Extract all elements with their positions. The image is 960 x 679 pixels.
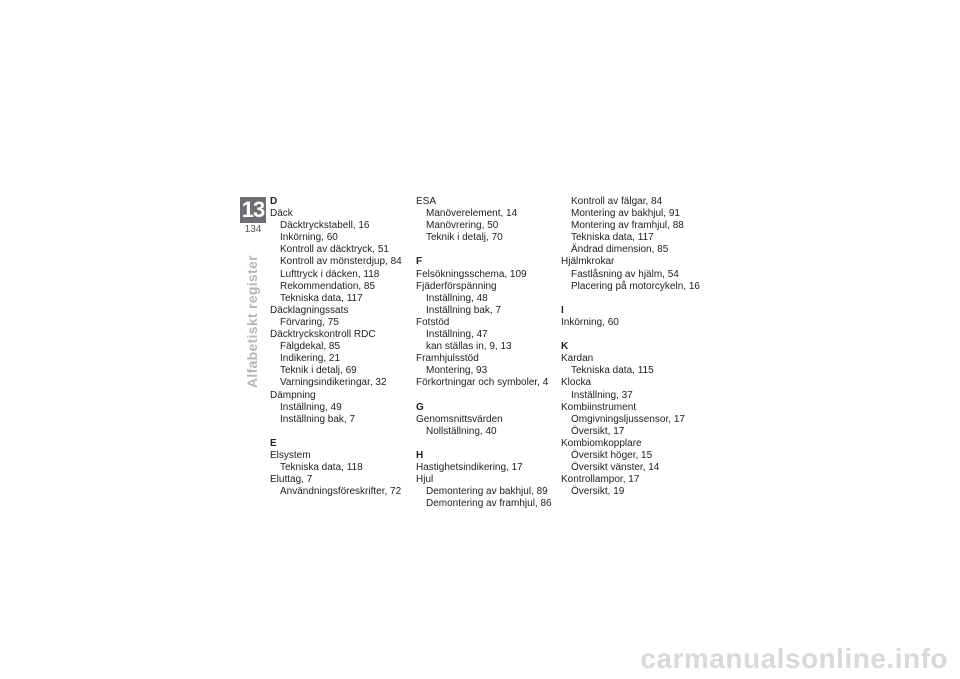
spacer	[561, 329, 701, 341]
index-entry: Eluttag, 7	[270, 474, 313, 486]
index-subentry: Tekniska data, 117	[571, 232, 654, 244]
index-entry: Genomsnittsvärden	[416, 413, 503, 425]
index-entry: Felsökningsschema, 109	[416, 268, 527, 280]
index-subentry: Inställning, 37	[571, 389, 633, 401]
index-entry: Kombiinstrument	[561, 401, 637, 413]
index-subentry: Inställning, 48	[426, 292, 488, 304]
index-entry: ESA	[416, 196, 437, 207]
index-subentry: Rekommendation, 85	[280, 280, 376, 292]
chapter-tab	[240, 197, 266, 235]
index-subentry: Kontroll av fälgar, 84	[571, 196, 663, 207]
index-subentry: Montering, 93	[426, 365, 488, 377]
index-column-3	[561, 196, 701, 498]
index-entry: Framhjulsstöd	[416, 353, 479, 365]
index-entry: Däck	[270, 208, 293, 220]
index-entry: Fjäderförspänning	[416, 280, 497, 292]
spacer	[416, 438, 556, 450]
index-subentry: Inställning, 49	[280, 401, 342, 413]
index-subentry: Inställning bak, 7	[426, 304, 502, 316]
index-subentry: Översikt, 17	[571, 425, 625, 437]
index-subentry: Användningsföreskrifter, 72	[280, 486, 402, 498]
index-subentry: Fastlåsning av hjälm, 54	[571, 268, 679, 280]
index-subentry: Inställning, 47	[426, 329, 488, 341]
index-subentry: Tekniska data, 117	[280, 292, 363, 304]
index-subentry: Fälgdekal, 85	[280, 341, 341, 353]
index-subentry: Inställning bak, 7	[280, 413, 356, 425]
index-entry: Hjälmkrokar	[561, 256, 615, 268]
index-subentry: Teknik i detalj, 70	[426, 232, 503, 244]
index-subentry: Ändrad dimension, 85	[571, 244, 669, 256]
index-subentry: Tekniska data, 118	[280, 462, 363, 474]
spacer	[270, 426, 410, 438]
chapter-number: 13	[241, 197, 265, 222]
chapter-title: Alfabetiskt register	[244, 255, 260, 388]
index-subentry: Inkörning, 60	[280, 232, 338, 244]
index-subentry: Manövrering, 50	[426, 220, 499, 232]
index-subentry: Teknik i detalj, 69	[280, 365, 357, 377]
index-subentry: Översikt vänster, 14	[571, 462, 660, 474]
index-subentry: Montering av framhjul, 88	[571, 220, 684, 232]
index-subentry: Manöverelement, 14	[426, 208, 518, 220]
index-entry: Dämpning	[270, 389, 316, 401]
index-column-1	[270, 196, 410, 498]
index-subentry: kan ställas in, 9, 13	[426, 341, 512, 353]
index-subentry: Montering av bakhjul, 91	[571, 208, 680, 220]
index-column-2	[416, 196, 556, 510]
index-subentry: Kontroll av däcktryck, 51	[280, 244, 389, 256]
index-subentry: Demontering av bakhjul, 89	[426, 486, 548, 498]
index-subentry: Lufttryck i däcken, 118	[280, 268, 380, 280]
spacer	[561, 293, 701, 305]
index-letter-heading: D	[270, 196, 278, 207]
index-letter-heading: F	[416, 256, 423, 268]
index-entry: Däcktryckskontroll RDC	[270, 329, 376, 341]
index-subentry: Varningsindikeringar, 32	[280, 377, 387, 389]
index-entry: Kardan	[561, 353, 594, 365]
index-entry: Inkörning, 60	[561, 316, 619, 328]
index-letter-heading: I	[561, 304, 564, 316]
page-number: 134	[244, 224, 262, 235]
index-subentry: Omgivningsljussensor, 17	[571, 413, 685, 425]
index-subentry: Indikering, 21	[280, 353, 341, 365]
index-entry: Kontrollampor, 17	[561, 474, 640, 486]
index-entry: Hjul	[416, 474, 434, 486]
index-letter-heading: H	[416, 449, 424, 461]
index-subentry: Översikt, 19	[571, 486, 625, 498]
index-subentry: Förvaring, 75	[280, 316, 339, 328]
index-subentry: Placering på motorcykeln, 16	[571, 280, 700, 292]
index-subentry: Kontroll av mönsterdjup, 84	[280, 256, 402, 268]
index-entry: Fotstöd	[416, 316, 450, 328]
index-entry: Elsystem	[270, 449, 311, 461]
index-letter-heading: K	[561, 341, 569, 353]
index-subentry: Däcktryckstabell, 16	[280, 220, 370, 232]
index-entry: Klocka	[561, 377, 592, 389]
index-letter-heading: E	[270, 437, 277, 449]
index-entry: Kombiomkopplare	[561, 437, 642, 449]
spacer	[416, 390, 556, 402]
index-subentry: Tekniska data, 115	[571, 365, 654, 377]
index-subentry: Översikt höger, 15	[571, 449, 653, 461]
index-entry: Hastighetsindikering, 17	[416, 462, 523, 474]
index-entry: Förkortningar och symboler, 4	[416, 377, 549, 389]
watermark: carmanualsonline.info	[640, 643, 948, 674]
index-letter-heading: G	[416, 401, 424, 413]
index-subentry: Nollställning, 40	[426, 425, 497, 437]
spacer	[416, 244, 556, 256]
index-entry: Däcklagningssats	[270, 304, 349, 316]
index-subentry: Demontering av framhjul, 86	[426, 498, 552, 510]
